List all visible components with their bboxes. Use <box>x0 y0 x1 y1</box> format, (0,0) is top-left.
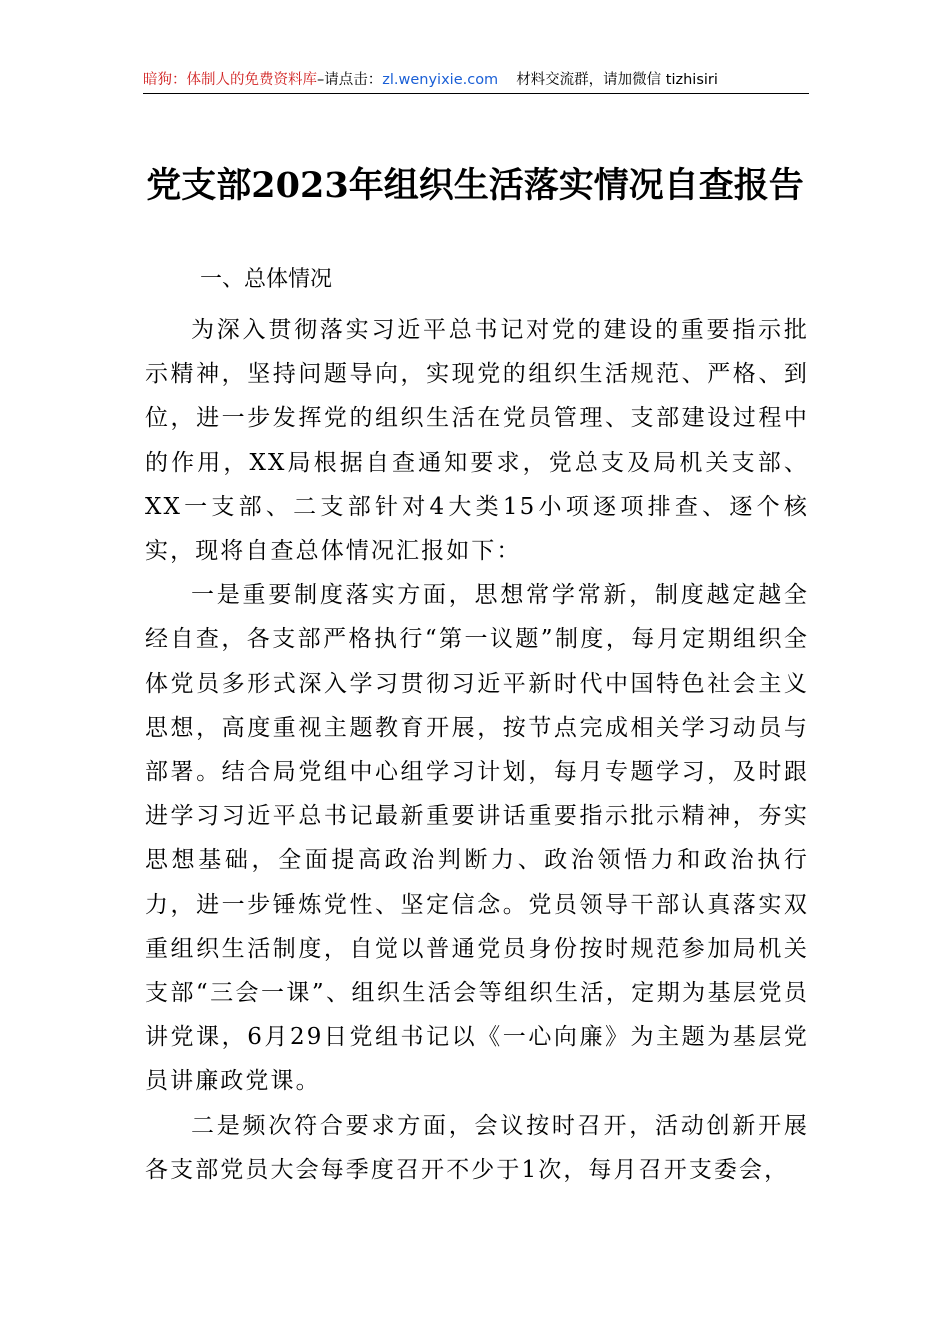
header-click-text: –请点击： <box>317 72 383 88</box>
paragraph-intro: 为深入贯彻落实习近平总书记对党的建设的重要指示批示精神，坚持问题导向，实现党的组织生活规范、严格、到位，进一步发挥党的组织生活在党员管理、支部建设过程中的作用，XX局根据自查通知要求，党总支及局机关支部、XX一支部、二支部针对4大类15小项逐项排查、逐个核实，现将自查总体情况汇报如下： <box>145 317 809 565</box>
section-heading: 一、总体情况 <box>200 267 333 292</box>
paragraph-system-implementation: 一是重要制度落实方面，思想常学常新，制度越定越全经自查，各支部严格执行“第一议题”制度，每月定期组织全体党员多形式深入学习贯彻习近平新时代中国特色社会主义思想，高度重视主题教育开展，按节点完成相关学习动员与部署。结合局党组中心组学习计划，每月专题学习，及时跟进学习习近平总书记最新重要讲话重要指示批示精神，夯实思想基础，全面提高政治判断力、政治领悟力和政治执行力，进一步锤炼党性、坚定信念。党员领导干部认真落实双重组织生活制度，自觉以普通党员身份按时规范参加局机关支部“三会一课”、组织生活会等组织生活，定期为基层党员讲党课，6月29日党组书记以《一心向廉》为主题为基层党员讲廉政党课。 <box>145 582 809 1095</box>
paragraph-frequency: 二是频次符合要求方面，会议按时召开，活动创新开展各支部党员大会每季度召开不少于1次，每月召开支委会， <box>145 1112 809 1183</box>
header-link[interactable]: zl.wenyixie.com <box>382 72 499 88</box>
document-body <box>145 308 809 1192</box>
header-ad-text: 暗狗：体制人的免费资料库 <box>143 72 317 88</box>
document-title: 党支部2023年组织生活落实情况自查报告 <box>146 165 804 206</box>
header-contact-text: 材料交流群，请加微信 tizhisiri <box>516 72 718 88</box>
header-divider <box>143 93 809 94</box>
